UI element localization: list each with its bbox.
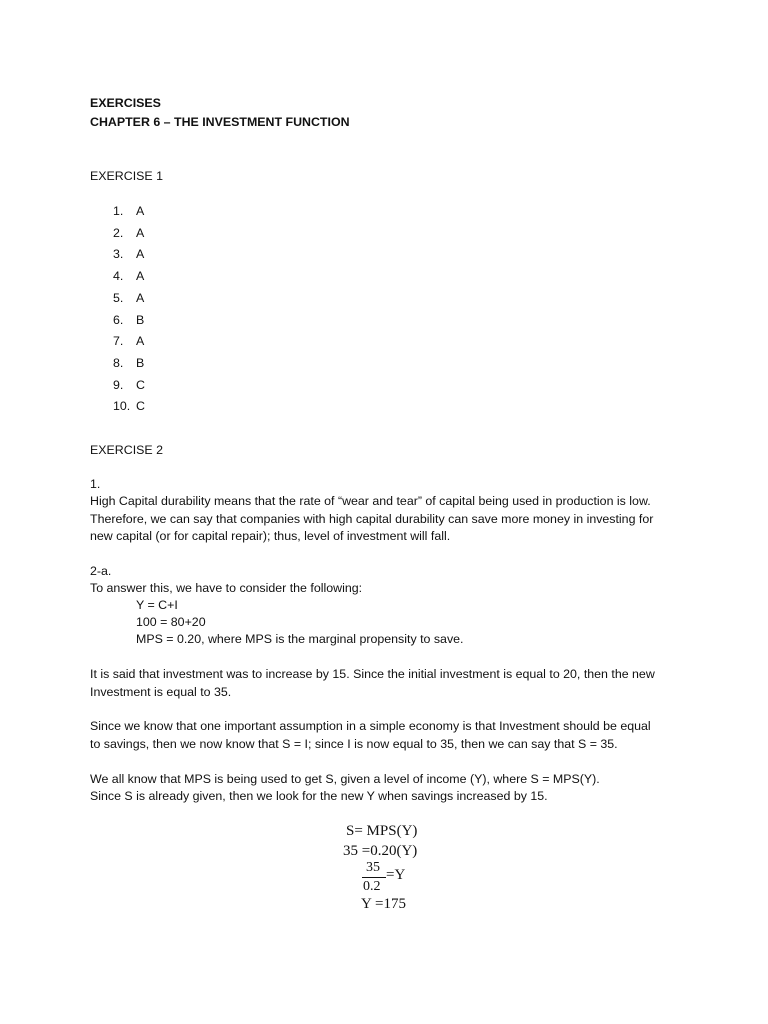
list-item-number: 6. [113, 313, 124, 327]
list-item-answer: C [136, 378, 145, 392]
paragraph-line: Since we know that one important assumption in a simple economy is that Investment should be equal [90, 719, 651, 733]
list-item-number: 10. [113, 399, 131, 413]
fraction-rhs: =Y [386, 867, 406, 883]
question-1-label: 1. [90, 477, 101, 491]
list-item-answer: A [136, 226, 145, 240]
question-2a-label: 2-a. [90, 564, 112, 578]
list-item-number: 7. [113, 334, 124, 348]
list-item-answer: A [136, 291, 145, 305]
list-item-number: 9. [113, 378, 124, 392]
list-item-answer: A [136, 269, 145, 283]
paragraph-line: Investment is equal to 35. [90, 685, 232, 699]
exercise-1-heading: EXERCISE 1 [90, 169, 163, 183]
equation-line: Y =175 [361, 896, 406, 912]
given-equation: Y = C+I [136, 598, 178, 612]
given-equation: 100 = 80+20 [136, 615, 206, 629]
list-item-answer: B [136, 313, 145, 327]
list-item-number: 2. [113, 226, 124, 240]
list-item-answer: A [136, 334, 145, 348]
paragraph-line: Since S is already given, then we look for the new Y when savings increased by 15. [90, 789, 548, 803]
list-item-answer: C [136, 399, 145, 413]
equation-line: S= MPS(Y) [346, 823, 418, 839]
question-1-answer-line: new capital (or for capital repair); thus, level of investment will fall. [90, 529, 451, 543]
list-item-answer: B [136, 356, 145, 370]
question-1-answer-line: Therefore, we can say that companies with high capital durability can save more money in investing for [90, 512, 654, 526]
list-item-number: 3. [113, 247, 124, 261]
equation-line: 35 =0.20(Y) [343, 843, 418, 859]
given-mps: MPS = 0.20, where MPS is the marginal propensity to save. [136, 632, 464, 646]
paragraph-line: to savings, then we now know that S = I; since I is now equal to 35, then we can say that S = 35. [90, 737, 618, 751]
question-2a-intro: To answer this, we have to consider the following: [90, 581, 363, 595]
exercise-2-heading: EXERCISE 2 [90, 443, 163, 457]
list-item-number: 4. [113, 269, 124, 283]
paragraph-line: It is said that investment was to increase by 15. Since the initial investment is equal to 20, then the new [90, 667, 655, 681]
list-item-answer: A [136, 204, 145, 218]
list-item-answer: A [136, 247, 145, 261]
list-item-number: 1. [113, 204, 124, 218]
fraction-bar [362, 877, 386, 878]
question-1-answer-line: High Capital durability means that the rate of “wear and tear” of capital being used in production is low. [90, 494, 651, 508]
fraction-numerator: 35 [366, 860, 380, 875]
list-item-number: 8. [113, 356, 124, 370]
paragraph-line: We all know that MPS is being used to get S, given a level of income (Y), where S = MPS(Y). [90, 772, 600, 786]
fraction-denominator: 0.2 [363, 879, 381, 894]
document-title: EXERCISES [90, 96, 161, 110]
chapter-title: CHAPTER 6 – THE INVESTMENT FUNCTION [90, 115, 350, 129]
list-item-number: 5. [113, 291, 124, 305]
